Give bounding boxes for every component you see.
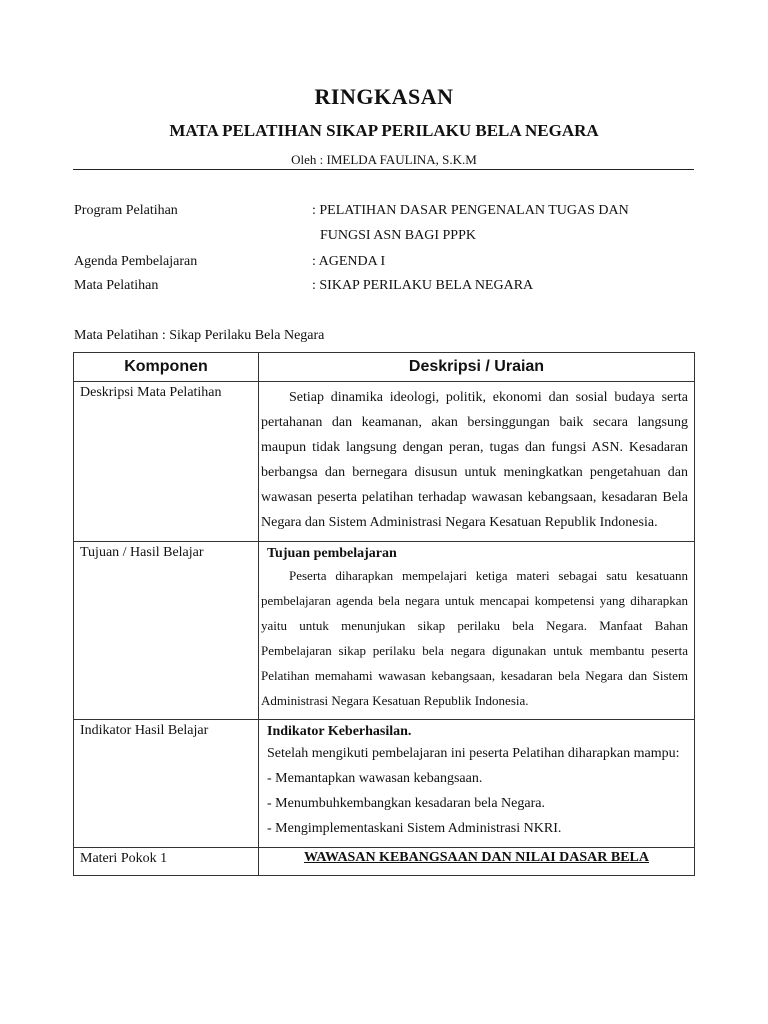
table-row [74,848,695,876]
row-description [259,720,695,848]
description-text: Peserta diharapkan mempelajari ketiga materi sebagai satu kesatuann pembelajaran agenda bela negara untuk mencapai kompetensi yang diharapkan yaitu untuk menunjukan sikap perilaku bela Negara. Manfaat Bahan Pembelajaran sikap perilaku bela negara digunakan untuk membantu peserta Pelatihan memahami wawasan kebangsaan, kesadaran bela Negara dan Sistem Administrasi Negara Kesatuan Republik Indonesia. [261,568,688,708]
materi-title: WAWASAN KEBANGSAAN DAN NILAI DASAR BELA [259,848,695,876]
row-label: Deskripsi Mata Pelatihan [74,382,259,542]
row-heading: Indikator Keberhasilan. [267,724,412,739]
list-item: - Menumbuhkembangkan kesadaran bela Negara. [267,796,545,811]
header-divider [73,169,694,170]
row-description [259,542,695,720]
header-deskripsi: Deskripsi / Uraian [259,353,695,382]
header-komponen: Komponen [74,353,259,382]
list-item: - Mengimplementaskani Sistem Administrasi NKRI. [267,821,562,836]
table-row [74,542,695,720]
row-label: Materi Pokok 1 [74,848,259,876]
program-value-continued: FUNGSI ASN BAGI PPPK [320,228,476,243]
document-subtitle: MATA PELATIHAN SIKAP PERILAKU BELA NEGARA [169,121,599,140]
table-caption: Mata Pelatihan : Sikap Perilaku Bela Negara [74,328,325,343]
indicator-list [261,741,688,841]
row-label: Indikator Hasil Belajar [74,720,259,848]
mata-label: Mata Pelatihan [74,278,159,293]
table-row [74,382,695,542]
document-title: RINGKASAN [314,84,454,109]
program-label: Program Pelatihan [74,203,178,218]
document-author: Oleh : IMELDA FAULINA, S.K.M [291,152,477,167]
row-description [259,382,695,542]
row-label: Tujuan / Hasil Belajar [74,542,259,720]
program-value: : PELATIHAN DASAR PENGENALAN TUGAS DAN [312,203,629,218]
row-heading: Tujuan pembelajaran [267,546,397,561]
table-row [74,720,695,848]
table-header-row [74,353,695,382]
list-item: - Memantapkan wawasan kebangsaan. [267,771,483,786]
indicator-intro: Setelah mengikuti pembelajaran ini peserta Pelatihan diharapkan mampu: [267,746,680,761]
agenda-value: : AGENDA I [312,254,386,269]
description-text: Setiap dinamika ideologi, politik, ekonomi dan sosial budaya serta pertahanan dan keamanan, akan bersinggungan baik secara langsung maupun tidak langsung dengan peran, tugas dan fungsi ASN. Kesadaran berbangsa dan bernegara disusun untuk meningkatkan pengetahuan dan wawasan peserta pelatihan terhadap wawasan kebangsaan, kesadaran Bela Negara dan Sistem Administrasi Negara Kesatuan Republik Indonesia. [261,390,688,530]
mata-value: : SIKAP PERILAKU BELA NEGARA [312,278,534,293]
summary-table [73,352,695,876]
agenda-label: Agenda Pembelajaran [74,254,198,269]
